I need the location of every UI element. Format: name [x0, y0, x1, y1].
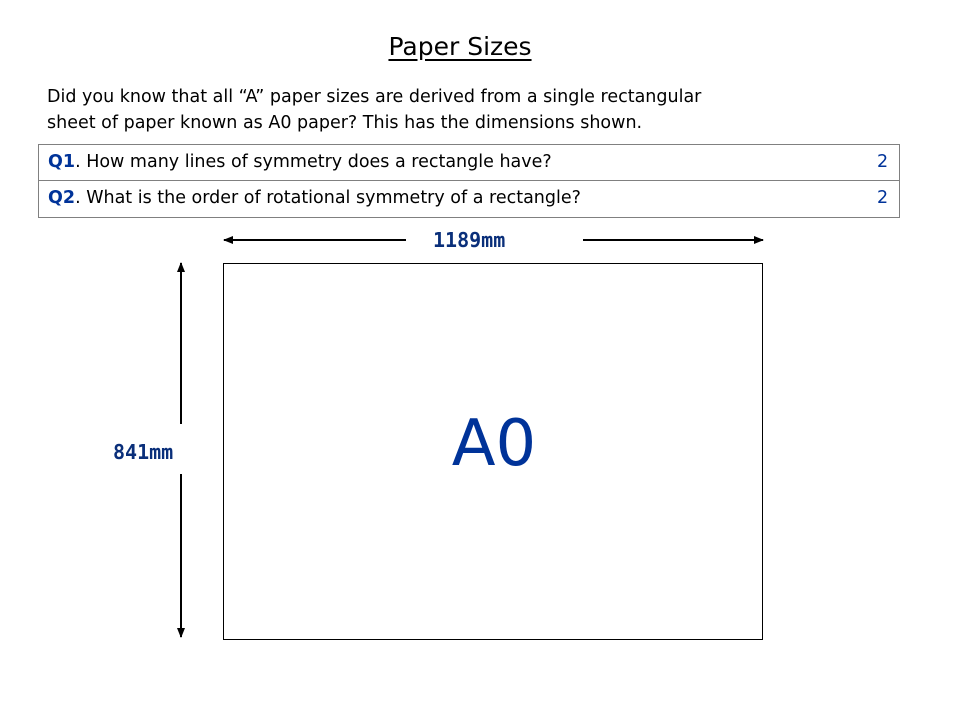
- question-2-number: Q2: [48, 188, 76, 208]
- height-label: 841mm: [113, 440, 174, 464]
- question-2-text: . What is the order of rotational symmetry of a rectangle?: [75, 188, 581, 208]
- page-title: Paper Sizes: [388, 32, 532, 61]
- question-2-answer: 2: [877, 188, 889, 208]
- sheet-label: A0: [451, 407, 537, 481]
- intro-line-2: sheet of paper known as A0 paper? This has the dimensions shown.: [47, 113, 643, 133]
- question-1-answer: 2: [877, 152, 889, 172]
- question-1-text: . How many lines of symmetry does a rectangle have?: [75, 152, 552, 172]
- question-1-number: Q1: [48, 152, 76, 172]
- a0-sheet: [223, 263, 763, 640]
- width-label: 1189mm: [433, 228, 506, 252]
- intro-line-1: Did you know that all “A” paper sizes are derived from a single rectangular: [47, 87, 702, 107]
